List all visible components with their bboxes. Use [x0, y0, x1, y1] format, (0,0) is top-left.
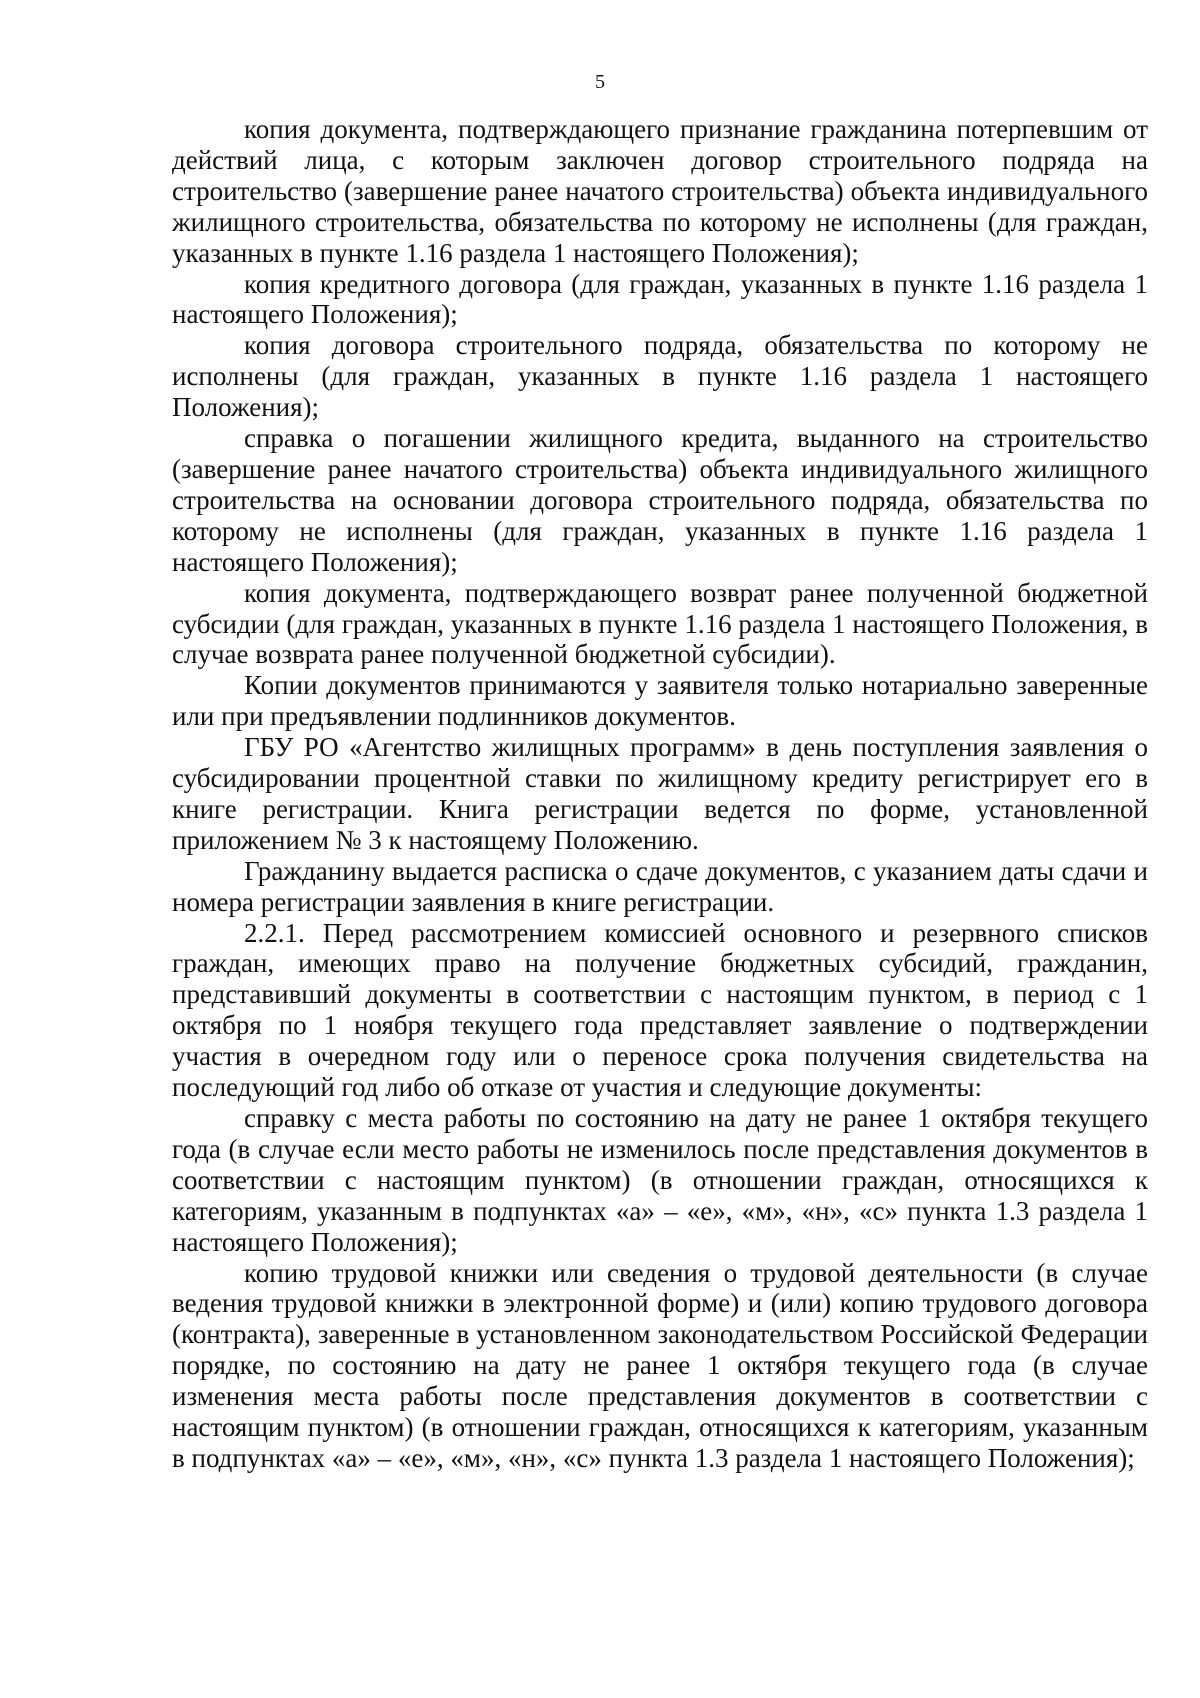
paragraph-work-record-copy: копию трудовой книжки или сведения о трудовой деятельности (в случае ведения трудовой книжки в электронной форме) и (или) копию трудового договора (контракта), заверенные в установленном законодательством Российской Федерации порядке, по состоянию на дату не ранее 1 октября текущего года (в случае изменения места работы после представления документов в соответствии с настоящим пунктом) (в отношении граждан, относящихся к категориям, указанным в подпунктах «а» – «е», «м», «н», «с» пункта 1.3 раздела 1 настоящего Положения); [172, 1257, 1148, 1473]
paragraph-loan-repayment-certificate: справка о погашении жилищного кредита, выданного на строительство (завершение ранее начатого строительства) объекта индивидуального жилищного строительства на основании договора строительного подряда, обязательства по которому не исполнены (для граждан, указанных в пункте 1.16 раздела 1 настоящего Положения); [172, 423, 1148, 577]
paragraph-subsidy-return-copy: копия документа, подтверждающего возврат ранее полученной бюджетной субсидии (для граждан, указанных в пункте 1.16 раздела 1 настоящего Положения, в случае возврата ранее полученной бюджетной субсидии). [172, 577, 1148, 670]
document-body [172, 114, 1148, 1474]
paragraph-credit-agreement-copy: копия кредитного договора (для граждан, указанных в пункте 1.16 раздела 1 настоящего Положения); [172, 268, 1148, 330]
paragraph-notarized-copies: Копии документов принимаются у заявителя только нотариально заверенные или при предъявлении подлинников документов. [172, 670, 1148, 732]
paragraph-employment-certificate: справку с места работы по состоянию на дату не ранее 1 октября текущего года (в случае если место работы не изменилось после представления документов в соответствии с настоящим пунктом) (в отношении граждан, относящихся к категориям, указанным в подпунктах «а» – «е», «м», «н», «с» пункта 1.3 раздела 1 настоящего Положения); [172, 1103, 1148, 1257]
paragraph-victim-document-copy: копия документа, подтверждающего признание гражданина потерпевшим от действий лица, с которым заключен договор строительного подряда на строительство (завершение ранее начатого строительства) объекта индивидуального жилищного строительства, обязательства по которому не исполнены (для граждан, указанных в пункте 1.16 раздела 1 настоящего Положения); [172, 114, 1148, 268]
paragraph-section-2-2-1: 2.2.1. Перед рассмотрением комиссией основного и резервного списков граждан, имеющих право на получение бюджетных субсидий, гражданин, представивший документы в соответствии с настоящим пунктом, в период с 1 октября по 1 ноября текущего года представляет заявление о подтверждении участия в очередном году или о переносе срока получения свидетельства на последующий год либо об отказе от участия и следующие документы: [172, 917, 1148, 1103]
paragraph-construction-contract-copy: копия договора строительного подряда, обязательства по которому не исполнены (для граждан, указанных в пункте 1.16 раздела 1 настоящего Положения); [172, 330, 1148, 423]
page-number: 5 [595, 71, 605, 93]
paragraph-registration-book: ГБУ РО «Агентство жилищных программ» в день поступления заявления о субсидировании процентной ставки по жилищному кредиту регистрирует его в книге регистрации. Книга регистрации ведется по форме, установленной приложением № 3 к настоящему Положению. [172, 732, 1148, 855]
paragraph-receipt: Гражданину выдается расписка о сдаче документов, с указанием даты сдачи и номера регистрации заявления в книге регистрации. [172, 855, 1148, 917]
